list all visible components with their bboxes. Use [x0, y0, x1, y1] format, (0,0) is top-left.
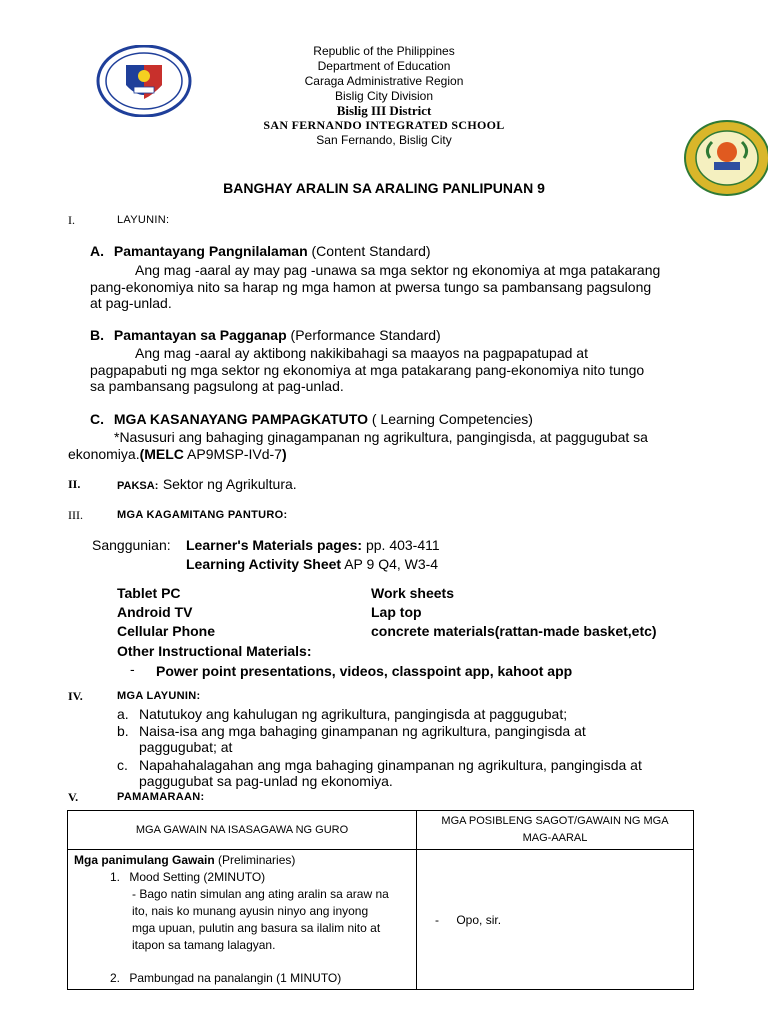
layunin-b-title: Pamantayan sa Pagganap [113, 327, 287, 343]
student-answers-cell [417, 850, 694, 990]
layunin-b-note: (Performance Standard) [290, 327, 441, 343]
layunin-a-heading [90, 243, 431, 259]
item-1-detail-4: itapon sa tamang lalagyan. [132, 938, 276, 952]
layunin-c-title: MGA KASANAYANG PAMPAGKATUTO [113, 411, 368, 427]
layunin-c-body [68, 429, 748, 463]
objective-b-line1: Naisa-isa ang mga bahaging ginampanan ng agrikultura, pangingisda at [139, 723, 586, 739]
layunin-b-body [90, 345, 730, 395]
header-district: Bislig III District [336, 103, 432, 118]
objective-a: Natutukoy ang kahulugan ng agrikultura, pangingisda at paggugubat; [139, 706, 568, 722]
answer-text: Opo, sir. [456, 912, 502, 927]
table-header-row [68, 811, 694, 850]
las-value: AP 9 Q4, W3-4 [344, 556, 439, 572]
layunin-a-title: Pamantayang Pangnilalaman [113, 243, 308, 259]
layunin-c-ekonomiya: ekonomiya. [68, 446, 140, 462]
col1-header: MGA GAWAIN NA ISASAGAWA NG GURO [68, 811, 417, 850]
answer-dash: - [435, 912, 439, 927]
item-1-text: Mood Setting (2MINUTO) [129, 870, 266, 884]
section-5-number: V. [68, 790, 79, 804]
layunin-a-marker: A. [90, 243, 104, 259]
item-1-detail-3: mga upuan, pulutin ang basura sa ilalim nito at [132, 921, 381, 935]
objective-c-marker: c. [117, 757, 128, 773]
paksa-row [117, 476, 297, 494]
header-division: Bislig City Division [334, 89, 434, 103]
layunin-b-line2: pagpapabuti ng mga sektor ng ekonomiya at mga patakarang pang-ekonomiya nito tungo [90, 361, 645, 378]
item-2-text: Pambungad na panalangin (1 MINUTO) [129, 971, 342, 985]
lm-value: pp. 403-411 [365, 537, 440, 553]
teacher-activities-cell [68, 850, 417, 990]
item-1-detail-2: ito, nais ko munang ayusin ninyo ang inyong [132, 904, 369, 918]
layunin-b-line1: Ang mag -aaral ay aktibong nakikibahagi sa maayos na pagpapatupad at [135, 345, 588, 361]
layunin-c-heading [90, 411, 533, 427]
section-1-number: I. [68, 213, 75, 227]
material-right-3: concrete materials(rattan-made basket,etc) [371, 623, 657, 639]
layunin-b-heading [90, 327, 441, 343]
item-1-detail-1: - Bago natin simulan ang ating aralin sa araw na [132, 887, 389, 901]
layunin-a-line2: pang-ekonomiya nito sa harap ng mga hamon at pwersa tungo sa pambansang pagsulong [90, 278, 652, 295]
objective-c [139, 757, 642, 789]
objective-c-line2: paggugubat sa pag-unlad ng ekonomiya. [139, 773, 393, 789]
objective-b [139, 723, 586, 755]
col2-header-line1: MGA POSIBLENG SAGOT/GAWAIN NG MGA [441, 815, 669, 827]
section-3-label: MGA KAGAMITANG PANTURO: [117, 509, 288, 521]
melc-close: ) [281, 446, 287, 462]
objective-a-marker: a. [117, 706, 129, 722]
layunin-a-line3: at pag-unlad. [90, 295, 172, 311]
table-row [68, 850, 694, 990]
section-4-label: MGA LAYUNIN: [117, 690, 201, 702]
material-right-1: Work sheets [371, 585, 454, 601]
header-region: Caraga Administrative Region [304, 74, 464, 88]
section-5-label: PAMAMARAAN: [117, 791, 205, 803]
las-row [186, 556, 438, 572]
header-school: SAN FERNANDO INTEGRATED SCHOOL [263, 118, 505, 132]
layunin-b-line3: sa pambansang pagsulong at pag-unlad. [90, 378, 344, 394]
section-3-number: III. [68, 508, 83, 522]
other-materials-value: Power point presentations, videos, classpoint app, kahoot app [156, 663, 573, 679]
lm-row [186, 537, 440, 553]
paksa-value: Sektor ng Agrikultura. [162, 476, 297, 492]
layunin-a-body [90, 262, 730, 312]
material-left-3: Cellular Phone [117, 623, 216, 639]
objective-b-line2: paggugubat; at [139, 739, 233, 755]
layunin-c-line1: *Nasusuri ang bahaging ginagampanan ng agrikultura, pangingisda, at paggugubat sa [114, 429, 648, 445]
item-1-marker: 1. [110, 870, 121, 884]
item-1 [74, 869, 410, 886]
preliminaries-note: (Preliminaries) [218, 853, 296, 867]
section-2-label: PAKSA: [117, 480, 159, 492]
layunin-b-marker: B. [90, 327, 104, 343]
other-materials-label: Other Instructional Materials: [117, 643, 312, 659]
material-left-1: Tablet PC [117, 585, 181, 601]
layunin-c-note: ( Learning Competencies) [371, 411, 533, 427]
item-2-marker: 2. [110, 971, 121, 985]
las-label: Learning Activity Sheet [186, 556, 342, 572]
other-materials-dash: - [130, 661, 135, 677]
melc-code: AP9MSP-IVd-7 [183, 446, 282, 462]
objective-b-marker: b. [117, 723, 129, 739]
melc-label: (MELC [139, 446, 184, 462]
layunin-a-line1: Ang mag -aaral ay may pag -unawa sa mga sektor ng ekonomiya at mga patakarang [135, 262, 661, 278]
objective-c-line1: Napahahalagahan ang mga bahaging ginampanan ng agrikultura, pangingisda at [139, 757, 642, 773]
lm-label: Learner's Materials pages: [186, 537, 363, 553]
item-1-details [74, 886, 410, 954]
material-left-2: Android TV [117, 604, 193, 620]
sanggunian-label: Sanggunian: [92, 537, 171, 553]
layunin-a-note: (Content Standard) [311, 243, 431, 259]
page-title: BANGHAY ARALIN SA ARALING PANLIPUNAN 9 [223, 180, 545, 196]
layunin-c-line2 [68, 446, 748, 463]
col2-header-line2: MAG-AARAL [522, 832, 588, 844]
header-department: Department of Education [317, 59, 451, 73]
header-address: San Fernando, Bislig City [316, 133, 452, 147]
section-2-number: II. [68, 477, 81, 491]
section-4-number: IV. [68, 689, 83, 703]
layunin-c-marker: C. [90, 411, 104, 427]
material-right-2: Lap top [371, 604, 422, 620]
preliminaries-heading [74, 852, 410, 869]
col2-header [417, 811, 694, 850]
item-2 [74, 970, 410, 987]
section-1-label: LAYUNIN: [117, 214, 170, 226]
procedure-table [67, 810, 694, 990]
preliminaries-title: Mga panimulang Gawain [74, 853, 215, 867]
answer-1 [423, 913, 687, 927]
header-republic: Republic of the Philippines [313, 44, 455, 58]
